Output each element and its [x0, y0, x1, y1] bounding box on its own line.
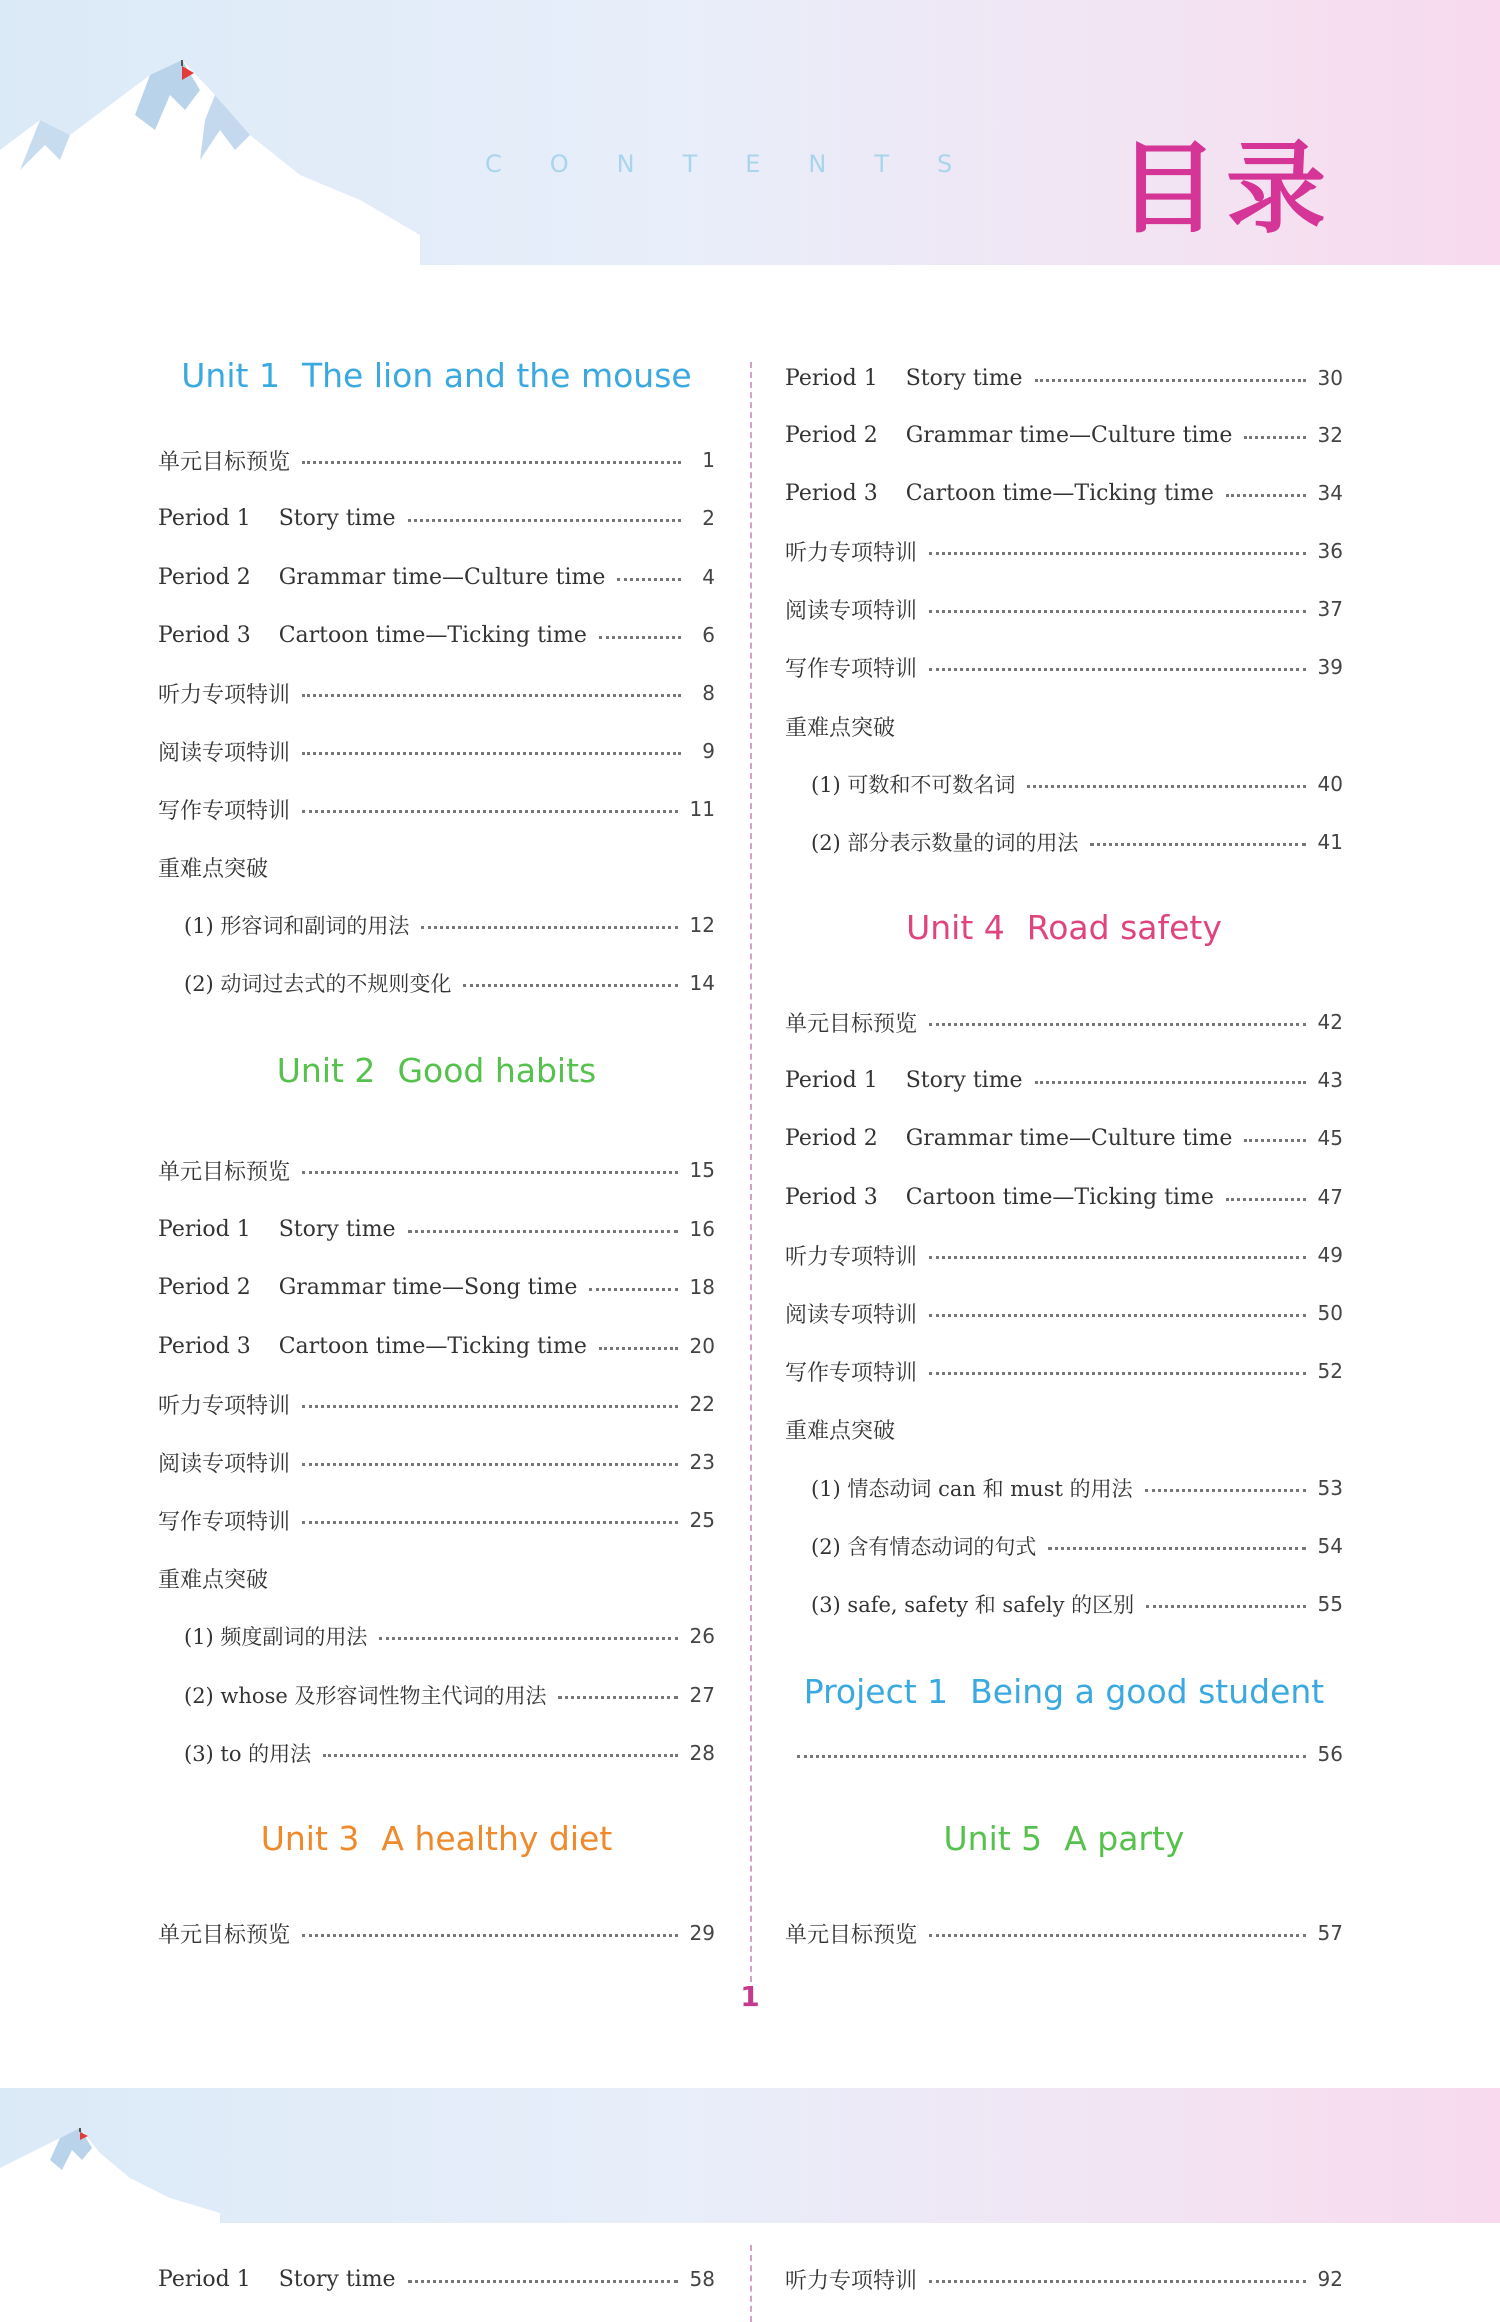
toc-entry [158, 1384, 715, 1424]
mountain-illustration-small [0, 2088, 220, 2223]
page-ref: 26 [689, 1624, 715, 1648]
entry-title: Story time [278, 2266, 396, 2292]
entry-title: Grammar time—Culture time [278, 564, 606, 590]
next-page-left-column [158, 2257, 715, 2307]
unit-number: Unit 2 [276, 1051, 376, 1090]
unit-number: Unit 1 [181, 356, 280, 395]
toc-entry [158, 1558, 715, 1598]
dot-leader [1146, 1605, 1305, 1608]
dot-leader [302, 752, 681, 755]
page-ref: 1 [702, 448, 715, 472]
dot-leader [302, 1405, 678, 1408]
period-label: Period 3 [158, 1333, 251, 1359]
entry-title: 写作专项特训 [158, 1509, 291, 1535]
page-ref: 40 [1317, 772, 1343, 796]
toc-entry [158, 557, 715, 597]
page-ref: 41 [1317, 830, 1343, 854]
page-ref: 16 [689, 1217, 715, 1241]
dot-leader [302, 810, 678, 813]
page-ref: 32 [1317, 423, 1343, 447]
toc-entry [158, 1326, 715, 1366]
page-ref: 28 [689, 1741, 715, 1765]
entry-title: (3) to 的用法 [184, 1742, 312, 1766]
period-label: Period 3 [785, 1184, 878, 1210]
toc-entry [158, 1500, 715, 1540]
period-label: Period 1 [785, 365, 878, 391]
unit-title: Being a good student [970, 1672, 1325, 1711]
toc-entry [785, 1002, 1343, 1042]
entry-title: 单元目标预览 [158, 449, 291, 475]
period-label: Period 3 [785, 480, 878, 506]
toc-entry [785, 2259, 1343, 2299]
toc-entry [785, 1584, 1343, 1624]
toc-entry [785, 1060, 1343, 1100]
toc-entry [785, 1468, 1343, 1508]
unit-heading [785, 1819, 1343, 1858]
entry-title: Grammar time—Culture time [905, 422, 1233, 448]
entry-title: (2) 部分表示数量的词的用法 [811, 831, 1079, 855]
toc-entry [158, 440, 715, 480]
page-ref: 29 [689, 1921, 715, 1945]
page-ref: 2 [702, 506, 715, 530]
dot-leader [302, 1463, 678, 1466]
dot-leader [1244, 1139, 1305, 1142]
toc-entry [785, 1293, 1343, 1333]
toc-entry [785, 706, 1343, 746]
page-ref: 45 [1317, 1126, 1343, 1150]
dot-leader [408, 519, 681, 522]
entry-title: Cartoon time—Ticking time [278, 622, 587, 648]
dot-leader [1244, 436, 1305, 439]
toc-entry [158, 498, 715, 538]
toc-entry [785, 1118, 1343, 1158]
page-ref: 15 [689, 1158, 715, 1182]
unit-number: Unit 4 [906, 908, 1005, 947]
dot-leader [599, 636, 681, 639]
entry-title: 阅读专项特训 [158, 1451, 291, 1477]
unit-heading [785, 908, 1343, 947]
toc-entry [158, 1616, 715, 1656]
unit-title: Good habits [397, 1051, 597, 1090]
dot-leader [1048, 1547, 1305, 1550]
dot-leader [929, 1934, 1306, 1937]
page-ref: 36 [1317, 539, 1343, 563]
page-number: 1 [740, 1980, 760, 2013]
entry-title: 单元目标预览 [158, 1922, 291, 1948]
toc-entry [158, 1150, 715, 1190]
toc-entry [158, 1675, 715, 1715]
toc-entry [158, 1267, 715, 1307]
page-ref: 12 [689, 913, 715, 937]
page-ref: 58 [689, 2267, 715, 2291]
entry-title: 单元目标预览 [785, 1922, 918, 1948]
dot-leader [929, 668, 1306, 671]
page-ref: 34 [1317, 481, 1343, 505]
dot-leader [599, 1347, 678, 1350]
next-page-right-column [785, 2257, 1343, 2307]
entry-title: 阅读专项特训 [785, 598, 918, 624]
toc-entry [785, 1526, 1343, 1566]
toc-entry [158, 905, 715, 945]
page-ref: 52 [1317, 1359, 1343, 1383]
column-divider [750, 362, 752, 2002]
toc-entry [158, 847, 715, 887]
entry-title: 听力专项特训 [785, 2268, 918, 2294]
dot-leader [379, 1637, 677, 1640]
toc-entry [158, 2259, 715, 2299]
page-ref: 11 [689, 797, 715, 821]
toc-left-column [158, 356, 715, 1956]
toc-entry [785, 1409, 1343, 1449]
entry-title: Story time [905, 1067, 1023, 1093]
toc-entry [785, 1235, 1343, 1275]
entry-title: Grammar time—Song time [278, 1274, 578, 1300]
dot-leader [589, 1288, 677, 1291]
next-page-header-banner [0, 2088, 1500, 2223]
page-ref: 14 [689, 971, 715, 995]
mountain-illustration [0, 0, 420, 265]
entry-title: 单元目标预览 [158, 1159, 291, 1185]
entry-title: (1) 形容词和副词的用法 [184, 914, 410, 938]
page-ref: 42 [1317, 1010, 1343, 1034]
entry-title: 写作专项特训 [785, 656, 918, 682]
dot-leader [302, 1171, 678, 1174]
entry-title: (2) whose 及形容词性物主代词的用法 [184, 1684, 547, 1708]
dot-leader [929, 1023, 1306, 1026]
page-ref: 6 [702, 623, 715, 647]
dot-leader [929, 1256, 1306, 1259]
page-ref: 18 [689, 1275, 715, 1299]
dot-leader [302, 1934, 678, 1937]
period-label: Period 2 [158, 564, 251, 590]
entry-title: 听力专项特训 [158, 1393, 291, 1419]
page-ref: 9 [702, 739, 715, 763]
page-ref: 43 [1317, 1068, 1343, 1092]
page-ref: 4 [702, 565, 715, 589]
unit-title: Road safety [1026, 908, 1222, 947]
page-ref: 22 [689, 1392, 715, 1416]
page-ref: 54 [1317, 1534, 1343, 1558]
dot-leader [1145, 1489, 1306, 1492]
entry-title: (1) 频度副词的用法 [184, 1625, 368, 1649]
page-ref: 49 [1317, 1243, 1343, 1267]
toc-entry [785, 647, 1343, 687]
entry-title: Cartoon time—Ticking time [278, 1333, 587, 1359]
entry-title: Story time [905, 365, 1023, 391]
contents-word: CONTENTS [485, 150, 1001, 178]
toc-entry [785, 822, 1343, 862]
toc-entry [785, 415, 1343, 455]
toc-entry [158, 1209, 715, 1249]
dot-leader [1226, 494, 1306, 497]
entry-title: 阅读专项特训 [158, 740, 291, 766]
dot-leader [797, 1755, 1306, 1758]
toc-entry [785, 1351, 1343, 1391]
page-ref: 50 [1317, 1301, 1343, 1325]
unit-number: Unit 3 [260, 1819, 360, 1858]
page-ref: 27 [689, 1683, 715, 1707]
entry-title: 听力专项特训 [785, 540, 918, 566]
entry-title: Cartoon time—Ticking time [905, 1184, 1214, 1210]
entry-title: 写作专项特训 [785, 1360, 918, 1386]
toc-entry [785, 764, 1343, 804]
page-ref: 25 [689, 1508, 715, 1532]
dot-leader [302, 694, 681, 697]
header-banner [0, 0, 1500, 265]
section-heading: 重难点突破 [158, 1567, 269, 1593]
unit-number: Unit 5 [943, 1819, 1043, 1858]
dot-leader [929, 1314, 1306, 1317]
dot-leader [929, 2280, 1306, 2283]
entry-title: Grammar time—Culture time [905, 1125, 1233, 1151]
page-ref: 39 [1317, 655, 1343, 679]
entry-title: Story time [278, 1216, 396, 1242]
dot-leader [463, 984, 677, 987]
entry-title: 单元目标预览 [785, 1011, 918, 1037]
section-heading: 重难点突破 [785, 1418, 896, 1444]
dot-leader [302, 461, 681, 464]
toc-entry [158, 1442, 715, 1482]
dot-leader [1035, 1081, 1306, 1084]
unit-title: A party [1064, 1819, 1185, 1858]
toc-entry [158, 1913, 715, 1953]
toc-entry [785, 1177, 1343, 1217]
page-title: 目录 [1118, 130, 1334, 247]
unit-heading [158, 1051, 715, 1090]
dot-leader [1226, 1198, 1306, 1201]
period-label: Period 1 [158, 2266, 251, 2292]
unit-title: The lion and the mouse [301, 356, 692, 395]
period-label: Period 3 [158, 622, 251, 648]
entry-title: Cartoon time—Ticking time [905, 480, 1214, 506]
period-label: Period 1 [158, 1216, 251, 1242]
entry-title: (2) 动词过去式的不规则变化 [184, 972, 452, 996]
unit-number: Project 1 [803, 1672, 949, 1711]
page-ref: 55 [1317, 1592, 1343, 1616]
period-label: Period 2 [158, 1274, 251, 1300]
dot-leader [617, 578, 681, 581]
dot-leader [929, 552, 1306, 555]
section-heading: 重难点突破 [158, 856, 269, 882]
dot-leader [302, 1521, 678, 1524]
page-ref: 20 [689, 1334, 715, 1358]
unit-heading [158, 356, 715, 395]
toc-entry [158, 963, 715, 1003]
dot-leader [929, 610, 1306, 613]
dot-leader [323, 1754, 677, 1757]
toc-entry [785, 589, 1343, 629]
entry-title: 阅读专项特训 [785, 1302, 918, 1328]
toc-entry [785, 1734, 1343, 1774]
period-label: Period 2 [785, 422, 878, 448]
dot-leader [929, 1372, 1306, 1375]
toc-entry [158, 731, 715, 771]
dot-leader [1035, 379, 1306, 382]
page-ref: 57 [1317, 1921, 1343, 1945]
unit-title: A healthy diet [381, 1819, 613, 1858]
entry-title: 听力专项特训 [158, 682, 291, 708]
toc-entry [158, 789, 715, 829]
entry-title: (2) 含有情态动词的句式 [811, 1535, 1037, 1559]
page-ref: 56 [1317, 1742, 1343, 1766]
toc-entry [785, 358, 1343, 398]
toc-entry [158, 673, 715, 713]
toc-entry [785, 1913, 1343, 1953]
toc-entry [785, 531, 1343, 571]
entry-title: Story time [278, 505, 396, 531]
page-ref: 8 [702, 681, 715, 705]
period-label: Period 2 [785, 1125, 878, 1151]
unit-heading [158, 1819, 715, 1858]
dot-leader [1027, 785, 1305, 788]
page-ref: 53 [1317, 1476, 1343, 1500]
dot-leader [1090, 843, 1305, 846]
period-label: Period 1 [158, 505, 251, 531]
dot-leader [408, 1230, 678, 1233]
entry-title: 写作专项特训 [158, 798, 291, 824]
unit-heading [785, 1672, 1343, 1711]
page-ref: 47 [1317, 1185, 1343, 1209]
page-ref: 23 [689, 1450, 715, 1474]
page-ref: 30 [1317, 366, 1343, 390]
toc-entry [158, 1733, 715, 1773]
page-ref: 92 [1317, 2267, 1343, 2291]
entry-title: (3) safe, safety 和 safely 的区别 [811, 1593, 1135, 1617]
toc-entry [785, 473, 1343, 513]
page-ref: 37 [1317, 597, 1343, 621]
toc-entry [158, 615, 715, 655]
entry-title: (1) 可数和不可数名词 [811, 773, 1016, 797]
entry-title: 听力专项特训 [785, 1244, 918, 1270]
section-heading: 重难点突破 [785, 715, 896, 741]
dot-leader [408, 2280, 678, 2283]
period-label: Period 1 [785, 1067, 878, 1093]
dot-leader [421, 926, 677, 929]
toc-right-column [785, 356, 1343, 1956]
dot-leader [558, 1696, 677, 1699]
next-page-column-divider [750, 2245, 752, 2322]
entry-title: (1) 情态动词 can 和 must 的用法 [811, 1477, 1133, 1501]
